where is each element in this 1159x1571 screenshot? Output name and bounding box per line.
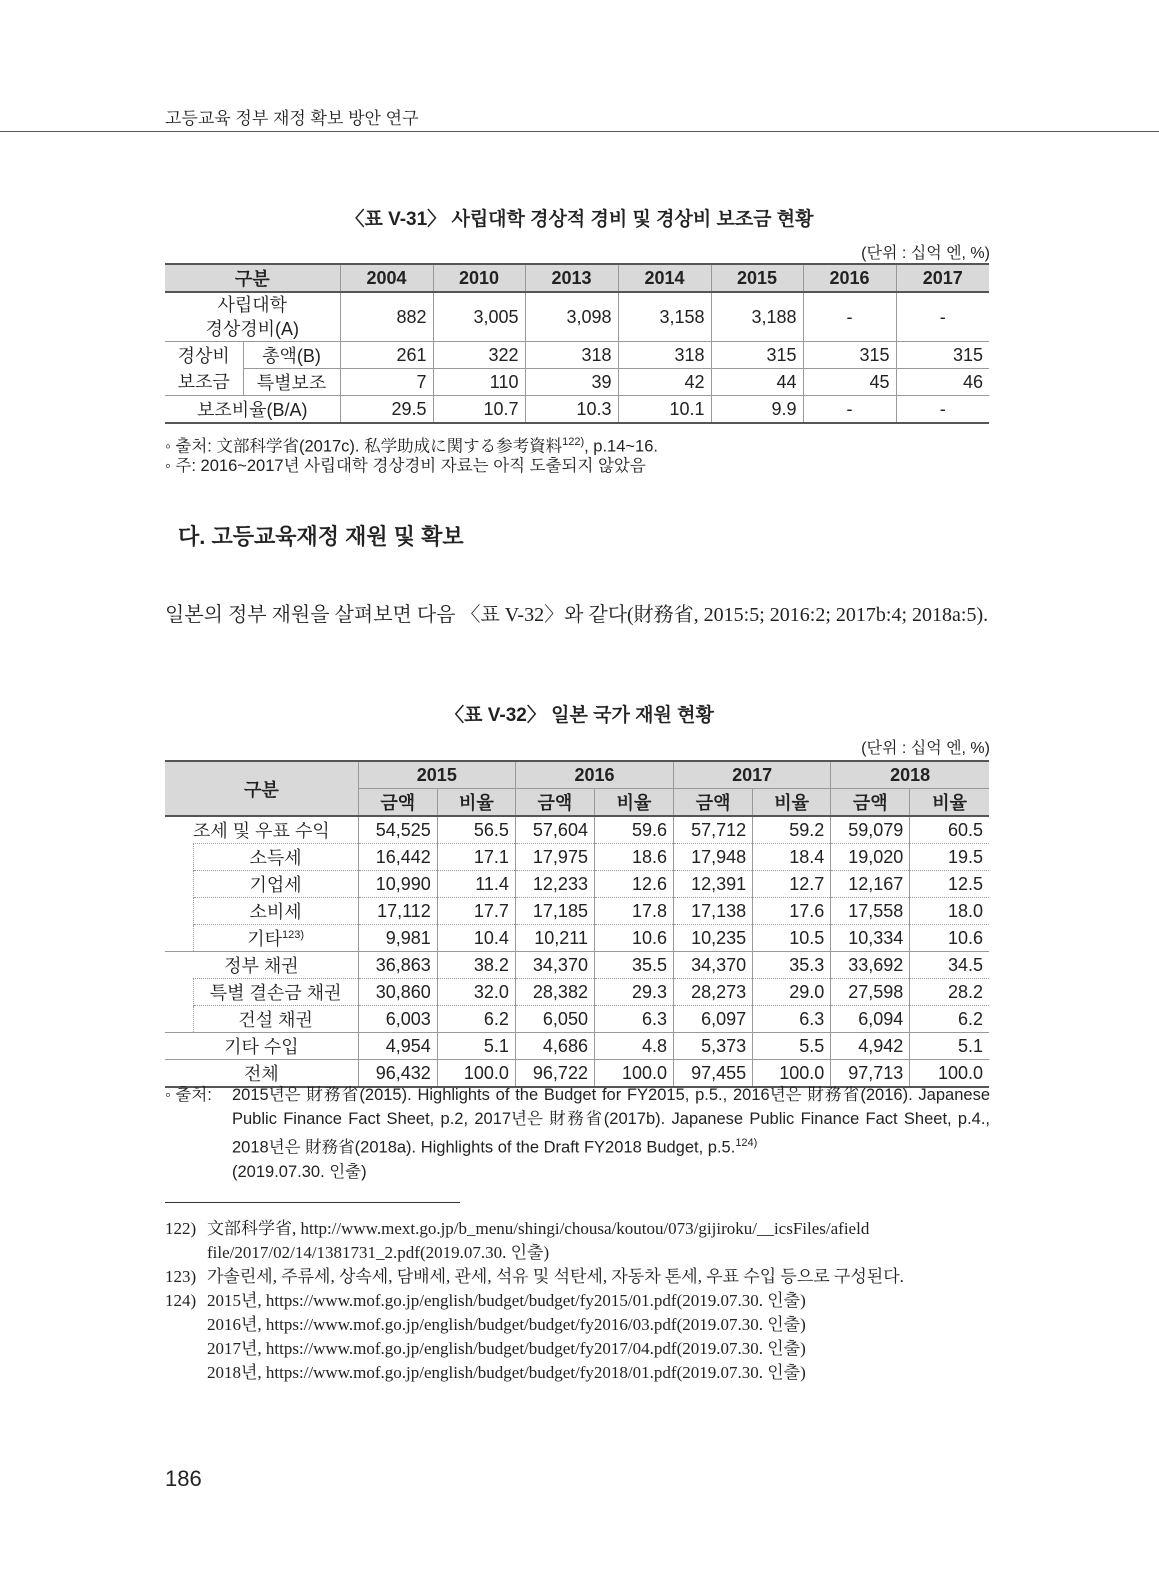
table-cell: 39 <box>525 369 618 396</box>
page-number: 186 <box>165 1466 202 1491</box>
row-label: 보조비율(B/A) <box>165 396 340 424</box>
row-label-text: 소득세 <box>249 848 302 868</box>
table-cell: 34,370 <box>515 952 594 979</box>
table-cell: 318 <box>525 342 618 369</box>
table-cell: 322 <box>433 342 525 369</box>
table-cell: 17,138 <box>674 898 753 925</box>
column-header: 2017 <box>896 264 989 292</box>
table-cell: 6.3 <box>594 1006 673 1033</box>
table-cell: 12,167 <box>831 871 910 898</box>
footnote-ref[interactable]: 122) <box>562 436 585 448</box>
table-cell: 10,334 <box>831 925 910 952</box>
table-cell: 5.1 <box>910 1033 989 1060</box>
group-label <box>165 342 243 396</box>
table-cell: 18.0 <box>910 898 989 925</box>
table-cell: 11.4 <box>437 871 515 898</box>
table-cell: 9,981 <box>358 925 437 952</box>
year-header: 2017 <box>674 761 831 789</box>
column-header: 2016 <box>803 264 896 292</box>
year-header: 2018 <box>831 761 989 789</box>
table-row <box>165 1006 989 1033</box>
table-cell: 45 <box>803 369 896 396</box>
indent-spacer <box>165 1006 193 1033</box>
table-cell: - <box>803 396 896 424</box>
footnote-body <box>207 1289 806 1385</box>
section-heading: 다. 고등교육재정 재원 및 확보 <box>178 524 464 549</box>
table-cell: 28.2 <box>910 979 989 1006</box>
table-cell: 46 <box>896 369 989 396</box>
table-cell: 10,235 <box>674 925 753 952</box>
table-cell: 34.5 <box>910 952 989 979</box>
column-header: 2004 <box>340 264 433 292</box>
column-header: 구분 <box>165 264 340 292</box>
table-cell: 12,391 <box>674 871 753 898</box>
footnote-body <box>207 1217 869 1265</box>
indent-spacer <box>165 898 193 925</box>
table-cell: 5.1 <box>437 1033 515 1060</box>
table-cell: 17.1 <box>437 844 515 871</box>
table-cell: - <box>896 292 989 342</box>
table-cell: 110 <box>433 369 525 396</box>
row-label <box>165 816 358 844</box>
table-cell: 17.8 <box>594 898 673 925</box>
source-tail: , p.14~16. <box>584 437 658 456</box>
footnote <box>165 1217 990 1265</box>
table-cell: 10.3 <box>525 396 618 424</box>
table-cell: 56.5 <box>437 816 515 844</box>
row-label-text: 조세 및 우표 수익 <box>193 821 330 841</box>
table-cell: 19.5 <box>910 844 989 871</box>
table-cell: 7 <box>340 369 433 396</box>
table-cell: 30,860 <box>358 979 437 1006</box>
table2-source <box>165 1083 990 1184</box>
row-label <box>165 292 340 342</box>
footnote-ref[interactable]: 124) <box>735 1137 758 1149</box>
row-label-text: 기업세 <box>249 875 302 895</box>
column-header: 2013 <box>525 264 618 292</box>
table2-title: 〈표 V-32〉 일본 국가 재원 현황 <box>445 705 714 726</box>
table-cell: - <box>803 292 896 342</box>
table-cell: 28,273 <box>674 979 753 1006</box>
table-cell: 27,598 <box>831 979 910 1006</box>
table-cell: 261 <box>340 342 433 369</box>
table-cell: 29.3 <box>594 979 673 1006</box>
table-cell: 59.6 <box>594 816 673 844</box>
indent-spacer <box>165 844 193 871</box>
table-cell: 12.5 <box>910 871 989 898</box>
table-cell: 3,158 <box>618 292 711 342</box>
table-cell: 4,942 <box>831 1033 910 1060</box>
table-cell: 33,692 <box>831 952 910 979</box>
table-cell: 12.6 <box>594 871 673 898</box>
table-cell: 60.5 <box>910 816 989 844</box>
footnote-line: 文部科学省, http://www.mext.go.jp/b_menu/shingi/chousa/koutou/073/gijiroku/__icsFiles/afield <box>207 1219 870 1238</box>
table-cell: 12,233 <box>515 871 594 898</box>
table-row <box>165 844 989 871</box>
sub-header: 금액 <box>515 789 594 817</box>
row-label: 총액(B) <box>243 342 340 369</box>
sub-header: 금액 <box>358 789 437 817</box>
table-cell: 100.0 <box>594 1060 673 1088</box>
row-label <box>193 1006 358 1033</box>
table-cell: 100.0 <box>910 1060 989 1088</box>
source-text: ◦ 출처: 文部科学省(2017c). 私学助成に関する参考資料 <box>165 437 563 456</box>
table-cell: 10.7 <box>433 396 525 424</box>
table-cell: 4,954 <box>358 1033 437 1060</box>
table-cell: 17,975 <box>515 844 594 871</box>
table-cell: 19,020 <box>831 844 910 871</box>
table-cell: 18.6 <box>594 844 673 871</box>
table-cell: 59,079 <box>831 816 910 844</box>
footnote <box>165 1289 990 1385</box>
row-label <box>165 1033 358 1060</box>
table-row <box>165 898 989 925</box>
table-cell: 5,373 <box>674 1033 753 1060</box>
table-cell: 17.6 <box>753 898 831 925</box>
table-row <box>165 871 989 898</box>
column-header: 구분 <box>165 761 358 816</box>
table-cell: 44 <box>711 369 803 396</box>
column-header: 2010 <box>433 264 525 292</box>
footnote-line: 2016년, https://www.mof.go.jp/english/budget/budget/fy2016/03.pdf(2019.07.30. 인출) <box>207 1315 806 1334</box>
indent-spacer <box>165 925 193 952</box>
table-cell: 17.7 <box>437 898 515 925</box>
table-cell: 5.5 <box>753 1033 831 1060</box>
table1-note: ◦ 주: 2016~2017년 사립대학 경상경비 자료는 아직 도출되지 않았음 <box>165 457 646 475</box>
table-cell: 17,112 <box>358 898 437 925</box>
table-cell: 96,722 <box>515 1060 594 1088</box>
column-header: 2014 <box>618 264 711 292</box>
table-cell: 97,713 <box>831 1060 910 1088</box>
table-cell: 10,211 <box>515 925 594 952</box>
table-cell: 28,382 <box>515 979 594 1006</box>
table-row <box>165 816 989 844</box>
table-row <box>165 1033 989 1060</box>
table-cell: 318 <box>618 342 711 369</box>
sub-header: 비율 <box>753 789 831 817</box>
table-row <box>165 952 989 979</box>
row-label <box>193 898 358 925</box>
table-cell: - <box>896 396 989 424</box>
table-cell: 6,097 <box>674 1006 753 1033</box>
table-cell: 59.2 <box>753 816 831 844</box>
table-cell: 17,558 <box>831 898 910 925</box>
table1 <box>165 263 989 424</box>
row-label: 특별보조 <box>243 369 340 396</box>
footnote-line: 2018년, https://www.mof.go.jp/english/budget/budget/fy2018/01.pdf(2019.07.30. 인출) <box>207 1363 806 1382</box>
table-cell: 57,604 <box>515 816 594 844</box>
footnote <box>165 1265 990 1289</box>
table1-unit: (단위 : 십억 엔, %) <box>861 245 990 262</box>
table-cell: 17,185 <box>515 898 594 925</box>
indent-spacer <box>165 979 193 1006</box>
running-header: 고등교육 정부 재정 확보 방안 연구 <box>165 109 419 128</box>
table-cell: 35.5 <box>594 952 673 979</box>
header-row <box>165 761 989 789</box>
table-cell: 10.4 <box>437 925 515 952</box>
row-label <box>193 844 358 871</box>
table-row <box>165 396 989 424</box>
year-header: 2016 <box>515 761 673 789</box>
footnote-line: 2015년, https://www.mof.go.jp/english/budget/budget/fy2015/01.pdf(2019.07.30. 인출) <box>207 1291 806 1310</box>
indent-spacer <box>165 871 193 898</box>
table-cell: 6,050 <box>515 1006 594 1033</box>
table-cell: 12.7 <box>753 871 831 898</box>
table-cell: 10.6 <box>910 925 989 952</box>
table-cell: 6.2 <box>437 1006 515 1033</box>
table-cell: 35.3 <box>753 952 831 979</box>
row-label-text: 소비세 <box>249 902 302 922</box>
table-cell: 29.5 <box>340 396 433 424</box>
row-label-line: 경상경비(A) <box>205 319 300 339</box>
row-label-text: 기타 수입 <box>224 1037 299 1057</box>
source-text: 2015년은 財務省(2015). Highlights of the Budget for FY2015, p.5., 2016년은 財務省(2016). Japanese Public Finance Fact Sheet, p.2, 2017년은 財務省(2017b). Japanese Public Finance Fact Sheet, p.4., 2018년은 財務省(2018a). Highlights of the Draft FY2018 Budget, p.5. <box>232 1086 990 1157</box>
row-label-text: 기타 <box>247 929 282 949</box>
row-label-text: 전체 <box>243 1064 279 1084</box>
table-cell: 10,990 <box>358 871 437 898</box>
year-header: 2015 <box>358 761 515 789</box>
table-cell: 16,442 <box>358 844 437 871</box>
footnote-number: 122) <box>165 1219 197 1238</box>
table-cell: 3,098 <box>525 292 618 342</box>
table-cell: 34,370 <box>674 952 753 979</box>
table-cell: 3,005 <box>433 292 525 342</box>
table-cell: 29.0 <box>753 979 831 1006</box>
table-cell: 4,686 <box>515 1033 594 1060</box>
table-cell: 38.2 <box>437 952 515 979</box>
table-row <box>165 925 989 952</box>
footnote-line: file/2017/02/14/1381731_2.pdf(2019.07.30. 인출) <box>207 1243 550 1262</box>
footnote-line: 가솔린세, 주류세, 상속세, 담배세, 관세, 석유 및 석탄세, 자동차 톤세, 우표 수입 등으로 구성된다. <box>207 1267 904 1286</box>
table-cell: 42 <box>618 369 711 396</box>
table-cell: 57,712 <box>674 816 753 844</box>
footnote-number: 123) <box>165 1267 197 1286</box>
footnote-line: 2017년, https://www.mof.go.jp/english/budget/budget/fy2017/04.pdf(2019.07.30. 인출) <box>207 1339 806 1358</box>
table-row <box>165 292 989 342</box>
sub-header: 금액 <box>831 789 910 817</box>
footnote-rule <box>165 1202 460 1203</box>
table-row <box>165 369 989 396</box>
table-cell: 315 <box>803 342 896 369</box>
table-cell: 96,432 <box>358 1060 437 1088</box>
table-cell: 9.9 <box>711 396 803 424</box>
table2-unit: (단위 : 십억 엔, %) <box>861 740 990 757</box>
body-paragraph: 일본의 정부 재원을 살펴보면 다음 〈표 V-32〉와 같다(財務省, 2015:5; 2016:2; 2017b:4; 2018a:5). <box>165 604 989 626</box>
sub-header: 금액 <box>674 789 753 817</box>
sub-header: 비율 <box>910 789 989 817</box>
column-header: 2015 <box>711 264 803 292</box>
row-label <box>193 871 358 898</box>
table-cell: 18.4 <box>753 844 831 871</box>
footnote-ref[interactable]: 123) <box>282 929 305 941</box>
row-label-text: 특별 결손금 채권 <box>209 983 342 1003</box>
row-label <box>165 952 358 979</box>
table-cell: 97,455 <box>674 1060 753 1088</box>
row-label-text: 정부 채권 <box>224 956 299 976</box>
table-cell: 6,003 <box>358 1006 437 1033</box>
table-cell: 4.8 <box>594 1033 673 1060</box>
table-cell: 10.6 <box>594 925 673 952</box>
table-cell: 6.2 <box>910 1006 989 1033</box>
row-label <box>193 979 358 1006</box>
table-cell: 315 <box>896 342 989 369</box>
source-prefix: ◦ 출처: <box>165 1086 212 1104</box>
table1-title: 〈표 V-31〉 사립대학 경상적 경비 및 경상비 보조금 현황 <box>345 209 814 230</box>
header-rule <box>0 131 1159 132</box>
table-cell: 3,188 <box>711 292 803 342</box>
table-cell: 54,525 <box>358 816 437 844</box>
row-label <box>193 925 358 952</box>
row-label-line: 사립대학 <box>217 295 288 315</box>
table-cell: 10.5 <box>753 925 831 952</box>
table-cell: 100.0 <box>753 1060 831 1088</box>
table-cell: 32.0 <box>437 979 515 1006</box>
source-date: (2019.07.30. 인출) <box>232 1162 367 1181</box>
footnote-body <box>207 1265 904 1289</box>
table-cell: 6,094 <box>831 1006 910 1033</box>
footnote-number: 124) <box>165 1291 197 1310</box>
sub-header: 비율 <box>594 789 673 817</box>
group-label-line: 경상비 <box>177 345 230 366</box>
table-cell: 10.1 <box>618 396 711 424</box>
table-row <box>165 342 989 369</box>
sub-header: 비율 <box>437 789 515 817</box>
table-cell: 17,948 <box>674 844 753 871</box>
table2 <box>165 760 989 1088</box>
table-cell: 6.3 <box>753 1006 831 1033</box>
table-cell: 882 <box>340 292 433 342</box>
table-cell: 36,863 <box>358 952 437 979</box>
table-row <box>165 979 989 1006</box>
table-cell: 100.0 <box>437 1060 515 1088</box>
group-label-line: 보조금 <box>177 371 230 392</box>
table-cell: 315 <box>711 342 803 369</box>
row-label-text: 건설 채권 <box>238 1010 313 1030</box>
header-row <box>165 264 989 292</box>
footnotes <box>165 1217 990 1385</box>
